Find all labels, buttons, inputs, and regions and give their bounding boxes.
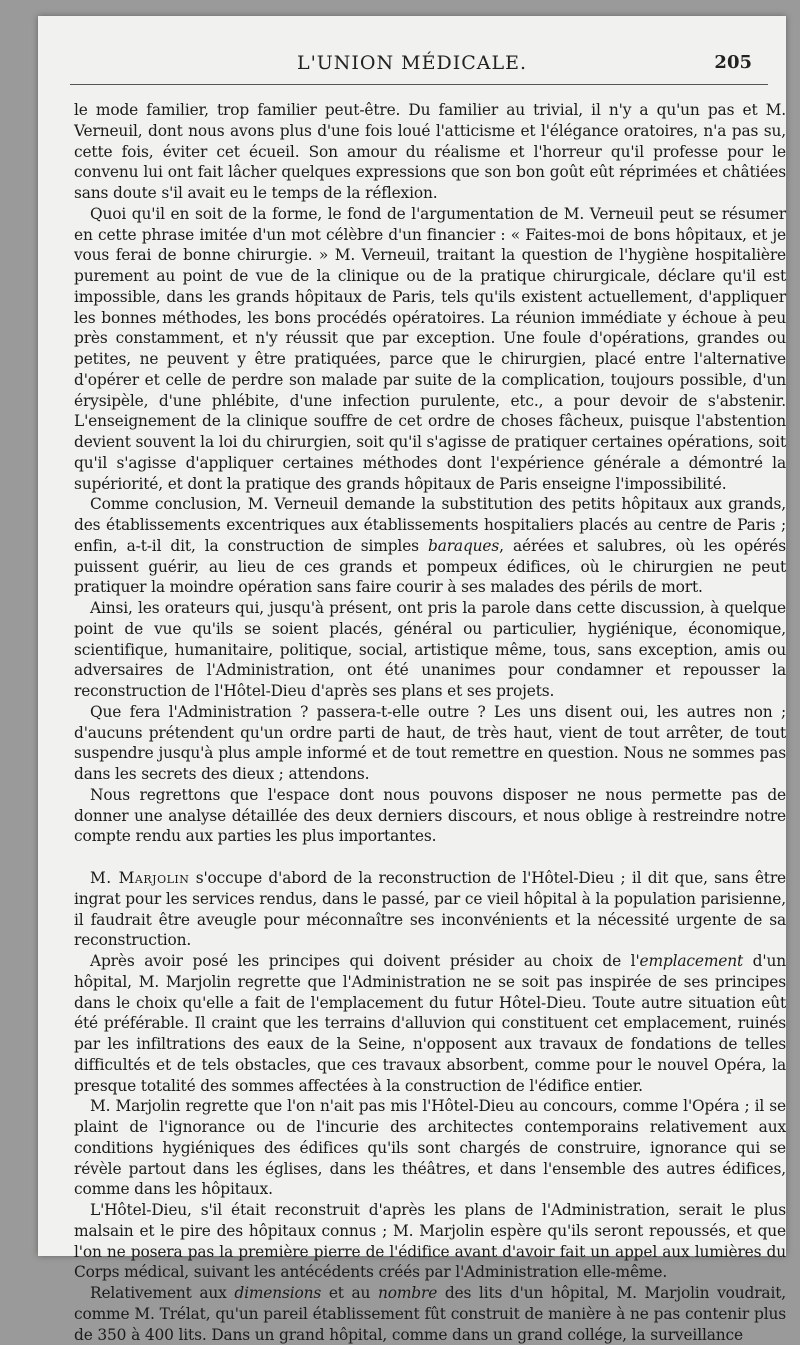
paragraph: Nous regrettons que l'espace dont nous pouvons disposer ne nous permette pas de donner une analyse détaillée des deux derniers discours, et nous oblige à restreindre notre compte rendu aux parties les plus importantes. (74, 785, 786, 846)
paragraph (74, 868, 786, 951)
text-run: et au (321, 1284, 378, 1302)
text-run: d'un hôpital, M. Marjolin regrette que l'Administration ne se soit pas inspirée de ses principes dans le choix qu'elle a fait de l'emplacement du futur Hôtel-Dieu. Toute autre situation eût été préférable. Il craint que les terrains d'alluvion qui constituent cet emplacement, ruinés par les infiltrations des eaux de la Seine, n'opposent aux travaux de fondations de telles difficultés et de tels obstacles, que ces travaux absorbent, comme pour le nouvel Opéra, la presque totalité des sommes affectées à la construction de l'édifice entier. (74, 952, 786, 1095)
paragraph (74, 951, 786, 1096)
speaker-name: M. Marjolin (90, 869, 190, 887)
emphasis: emplacement (639, 952, 744, 970)
article-body (74, 100, 786, 1345)
text-run: , aérées et salubres, où les opérés puissent guérir, au lieu de ces grands et pompeux édifices, où le chirurgien ne peut pratiquer la moindre opération sans faire courir à ses malades des périls de mort. (74, 536, 786, 597)
paragraph: Quoi qu'il en soit de la forme, le fond de l'argumentation de M. Verneuil peut se résumer en cette phrase imitée d'un mot célèbre d'un financier : « Faites-moi de bons hôpitaux, et je vous ferai de bonne chirurgie. » M. Verneuil, traitant la question de l'hygiène hospitalière purement au point de vue de la clinique ou de la pratique chirurgicale, déclare qu'il est impossible, dans les grands hôpitaux de Paris, tels qu'ils existent actuellement, d'appliquer les bonnes méthodes, les bons procédés opératoires. La réunion immédiate y échoue à peu près constamment, et n'y réussit que par exception. Une foule d'opérations, grandes ou petites, ne peuvent y être pratiquées, parce que le chirurgien, placé entre l'alternative d'opérer et celle de perdre son malade par suite de la complication, toujours possible, d'un érysipèle, d'une phlébite, d'une infection purulente, etc., a pour devoir de s'abstenir. L'enseignement de la clinique souffre de cet ordre de choses fâcheux, puisque l'abstention devient souvent la loi du chirurgien, soit qu'il s'agisse de pratiquer certaines opérations, soit qu'il s'agisse d'appliquer certaines méthodes dont l'expérience générale a démontré la supériorité, et dont la pratique des grands hôpitaux de Paris enseigne l'impossibilité. (74, 204, 786, 493)
page-number: 205 (714, 52, 752, 73)
page-header (38, 52, 786, 80)
paragraph: L'Hôtel-Dieu, s'il était reconstruit d'après les plans de l'Administration, serait le plus malsain et le pire des hôpitaux connus ; M. Marjolin espère qu'ils seront repoussés, et que l'on ne posera pas la première pierre de l'édifice avant d'avoir fait un appel aux lumières du Corps médical, suivant les antécédents créés par l'Administration elle-même. (74, 1201, 786, 1282)
text-run: des lits d'un hôpital, M. Marjolin voudrait, comme M. Trélat, qu'un pareil établissement fût construit de manière à ne pas contenir plus de 350 à 400 lits. Dans un grand hôpital, comme dans un grand collége, la surveillance (74, 1284, 786, 1344)
text-run: Relativement aux (90, 1284, 235, 1302)
paragraph: Ainsi, les orateurs qui, jusqu'à présent, ont pris la parole dans cette discussion, à quelque point de vue qu'ils se soient placés, général ou particulier, hygiénique, économique, scientifique, humanitaire, politique, social, artistique même, tous, sans exception, amis ou adversaires de l'Administration, ont été unanimes pour condamner et repousser la reconstruction de l'Hôtel-Dieu d'après ses plans et ses projets. (74, 599, 786, 700)
header-rule (70, 84, 768, 85)
emphasis: dimensions (234, 1284, 322, 1302)
paragraph (74, 494, 786, 598)
document-page (38, 16, 786, 1344)
text-run: Comme conclusion, M. Verneuil demande la substitution des petits hôpitaux aux grands, des établissements excentriques aux établissements hospitaliers placés au centre de Paris ; enfin, a-t-il dit, la construction de simples (74, 495, 786, 555)
text-run: Après avoir posé les principes qui doivent présider au choix de l' (90, 952, 640, 970)
emphasis: baraques (428, 536, 500, 555)
paragraph (74, 1283, 786, 1345)
paragraph: M. Marjolin regrette que l'on n'ait pas mis l'Hôtel-Dieu au concours, comme l'Opéra ; il se plaint de l'ignorance ou de l'incurie des architectes contemporains relativement aux conditions hygiéniques des édifices qu'ils sont chargés de construire, ignorance qui se révèle partout dans les églises, dans les théâtres, et dans l'ensemble des autres édifices, comme dans les hôpitaux. (74, 1097, 786, 1199)
paragraph: le mode familier, trop familier peut-être. Du familier au trivial, il n'y a qu'un pas et M. Verneuil, dont nous avons plus d'une fois loué l'atticisme et l'élégance oratoires, n'a pas su, cette fois, éviter cet écueil. Son amour du réalisme et l'horreur qu'il professe pour le convenu lui ont fait lâcher quelques expressions que son bon goût eût réprimées et châtiées sans doute s'il avait eu le temps de la réflexion. (74, 101, 786, 202)
running-title: L'UNION MÉDICALE. (296, 52, 528, 74)
text-run: s'occupe d'abord de la reconstruction de l'Hôtel-Dieu ; il dit que, sans être ingrat pour les services rendus, dans le passé, par ce vieil hôpital à la population parisienne, il faudrait être aveugle pour méconnaître ses inconvénients et la nécessité urgente de sa reconstruction. (74, 869, 786, 950)
paragraph: Que fera l'Administration ? passera-t-elle outre ? Les uns disent oui, les autres non ; d'aucuns prétendent qu'un ordre parti de haut, de très haut, vient de tout arrêter, de tout suspendre jusqu'à plus ample informé et de tout remettre en question. Nous ne sommes pas dans les secrets des dieux ; attendons. (74, 702, 786, 783)
emphasis: nombre (377, 1284, 438, 1302)
